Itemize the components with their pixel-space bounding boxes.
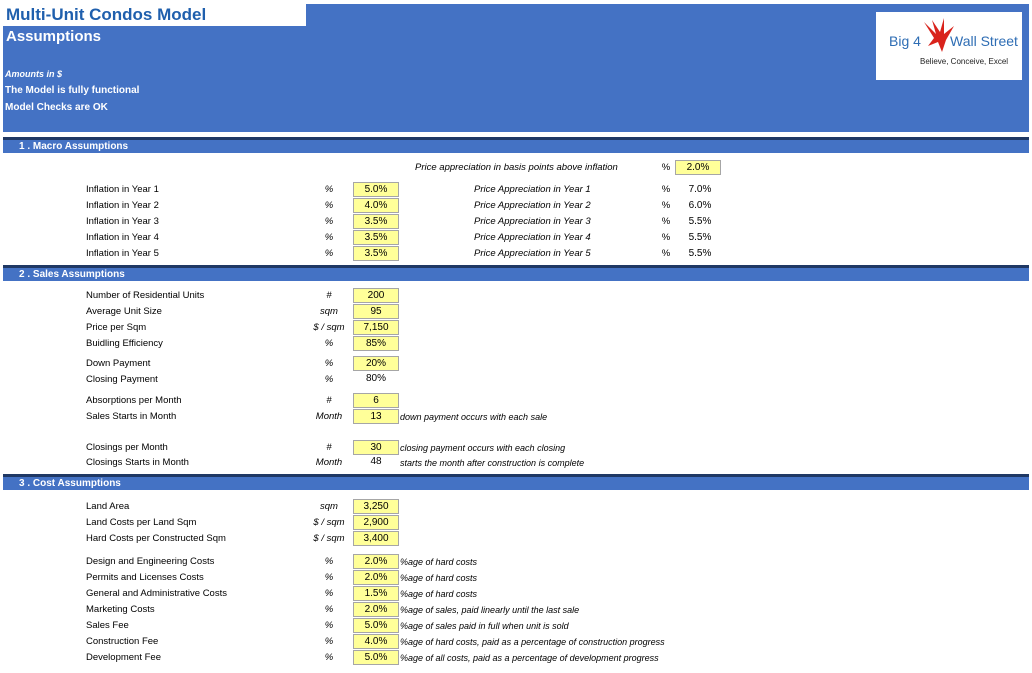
cost-unit-design: % — [324, 556, 334, 567]
sales-value-closing-payment: 80% — [365, 373, 386, 384]
appreciation-value-year-1: 7.0% — [688, 184, 712, 195]
cost-unit-permits: % — [324, 572, 334, 583]
inflation-input-year-2[interactable]: 4.0% — [353, 198, 399, 213]
appreciation-premium-label: Price appreciation in basis points above inflation — [415, 162, 618, 173]
cost-input-permits[interactable]: 2.0% — [353, 570, 399, 585]
cost-label-hard-cost: Hard Costs per Constructed Sqm — [86, 533, 226, 544]
sales-value-closings-start: 48 — [370, 456, 382, 467]
cost-unit-sales-fee: % — [324, 620, 334, 631]
company-logo — [876, 12, 1022, 80]
inflation-unit-year-3: % — [324, 216, 334, 227]
section-macro-header: 1 . Macro Assumptions — [3, 137, 1029, 153]
sales-input-sales-start[interactable]: 13 — [353, 409, 399, 424]
appreciation-label-year-5: Price Appreciation in Year 5 — [474, 248, 591, 259]
cost-note-sales-fee: %age of sales paid in full when unit is sold — [400, 621, 569, 631]
sales-label-price-per-sqm: Price per Sqm — [86, 322, 147, 333]
sales-input-down-payment[interactable]: 20% — [353, 356, 399, 371]
cost-note-marketing: %age of sales, paid linearly until the last sale — [400, 605, 580, 615]
cost-input-sales-fee[interactable]: 5.0% — [353, 618, 399, 633]
cost-input-construction-fee[interactable]: 4.0% — [353, 634, 399, 649]
amounts-note: Amounts in $ — [5, 69, 63, 79]
appreciation-unit-year-3: % — [661, 216, 671, 227]
section-sales-header: 2 . Sales Assumptions — [3, 265, 1029, 281]
appreciation-value-year-4: 5.5% — [688, 232, 712, 243]
cost-note-permits: %age of hard costs — [400, 573, 478, 583]
page-subtitle: Assumptions — [6, 28, 102, 45]
cost-unit-g-and-a: % — [324, 588, 334, 599]
appreciation-value-year-5: 5.5% — [688, 248, 712, 259]
sales-unit-closings-per-month: # — [326, 442, 332, 453]
model-checks-status: Model Checks are OK — [5, 102, 108, 113]
sales-note-sales-start: down payment occurs with each sale — [400, 412, 548, 422]
appreciation-unit-year-1: % — [661, 184, 671, 195]
inflation-unit-year-2: % — [324, 200, 334, 211]
cost-input-design[interactable]: 2.0% — [353, 554, 399, 569]
sales-input-absorptions[interactable]: 6 — [353, 393, 399, 408]
sales-note-closings-start: starts the month after construction is complete — [400, 458, 585, 468]
appreciation-premium-input[interactable]: 2.0% — [675, 160, 721, 175]
sales-unit-down-payment: % — [324, 358, 334, 369]
appreciation-label-year-4: Price Appreciation in Year 4 — [474, 232, 591, 243]
inflation-input-year-1[interactable]: 5.0% — [353, 182, 399, 197]
sales-note-closings-per-month: closing payment occurs with each closing — [400, 443, 566, 453]
cost-label-development-fee: Development Fee — [86, 652, 161, 663]
inflation-label-year-3: Inflation in Year 3 — [86, 216, 159, 227]
cost-unit-construction-fee: % — [324, 636, 334, 647]
inflation-unit-year-4: % — [324, 232, 334, 243]
cost-unit-development-fee: % — [324, 652, 334, 663]
cost-note-development-fee: %age of all costs, paid as a percentage of development progress — [400, 653, 659, 663]
sales-label-efficiency: Buidling Efficiency — [86, 338, 163, 349]
inflation-unit-year-1: % — [324, 184, 334, 195]
cost-note-g-and-a: %age of hard costs — [400, 589, 478, 599]
page-title: Multi-Unit Condos Model — [6, 5, 207, 24]
appreciation-label-year-3: Price Appreciation in Year 3 — [474, 216, 591, 227]
cost-input-marketing[interactable]: 2.0% — [353, 602, 399, 617]
inflation-label-year-1: Inflation in Year 1 — [86, 184, 159, 195]
inflation-input-year-4[interactable]: 3.5% — [353, 230, 399, 245]
cost-unit-land-area: sqm — [320, 501, 338, 512]
logo-brand-left: Big 4 — [889, 33, 921, 49]
logo-tagline: Believe, Conceive, Excel — [920, 57, 1009, 66]
cost-label-sales-fee: Sales Fee — [86, 620, 129, 631]
sales-label-closing-payment: Closing Payment — [86, 374, 158, 385]
sales-input-price-per-sqm[interactable]: 7,150 — [353, 320, 399, 335]
appreciation-value-year-2: 6.0% — [688, 200, 712, 211]
cost-label-construction-fee: Construction Fee — [86, 636, 159, 647]
appreciation-label-year-1: Price Appreciation in Year 1 — [474, 184, 591, 195]
sales-label-down-payment: Down Payment — [86, 358, 151, 369]
cost-label-design: Design and Engineering Costs — [86, 556, 215, 567]
cost-label-land-area: Land Area — [86, 501, 130, 512]
sales-label-unit-size: Average Unit Size — [86, 306, 162, 317]
appreciation-value-year-3: 5.5% — [688, 216, 712, 227]
cost-note-design: %age of hard costs — [400, 557, 478, 567]
sales-unit-closings-start: Month — [315, 457, 343, 468]
sales-unit-sales-start: Month — [315, 411, 343, 422]
cost-label-permits: Permits and Licenses Costs — [86, 572, 204, 583]
sales-label-sales-start: Sales Starts in Month — [86, 411, 177, 422]
model-status: The Model is fully functional — [5, 85, 140, 96]
inflation-input-year-5[interactable]: 3.5% — [353, 246, 399, 261]
section-cost-header: 3 . Cost Assumptions — [3, 474, 1029, 490]
cost-label-g-and-a: General and Administrative Costs — [86, 588, 227, 599]
inflation-unit-year-5: % — [324, 248, 334, 259]
cost-input-development-fee[interactable]: 5.0% — [353, 650, 399, 665]
sales-label-absorptions: Absorptions per Month — [86, 395, 182, 406]
cost-note-construction-fee: %age of hard costs, paid as a percentage of construction progress — [400, 637, 665, 647]
cost-input-hard-cost[interactable]: 3,400 — [353, 531, 399, 546]
cost-unit-land-cost: $ / sqm — [313, 517, 345, 528]
cost-label-marketing: Marketing Costs — [86, 604, 155, 615]
appreciation-premium-unit: % — [661, 162, 671, 173]
sales-unit-absorptions: # — [326, 395, 332, 406]
sales-unit-units: # — [326, 290, 332, 301]
sales-unit-price-per-sqm: $ / sqm — [313, 322, 345, 333]
sales-label-closings-per-month: Closings per Month — [86, 442, 168, 453]
sales-input-efficiency[interactable]: 85% — [353, 336, 399, 351]
appreciation-unit-year-2: % — [661, 200, 671, 211]
sales-input-unit-size[interactable]: 95 — [353, 304, 399, 319]
cost-unit-marketing: % — [324, 604, 334, 615]
inflation-label-year-4: Inflation in Year 4 — [86, 232, 159, 243]
inflation-label-year-2: Inflation in Year 2 — [86, 200, 159, 211]
inflation-label-year-5: Inflation in Year 5 — [86, 248, 159, 259]
appreciation-unit-year-4: % — [661, 232, 671, 243]
cost-input-g-and-a[interactable]: 1.5% — [353, 586, 399, 601]
sales-unit-closing-payment: % — [324, 374, 334, 385]
appreciation-label-year-2: Price Appreciation in Year 2 — [474, 200, 591, 211]
sales-input-units[interactable]: 200 — [353, 288, 399, 303]
inflation-input-year-3[interactable]: 3.5% — [353, 214, 399, 229]
cost-input-land-area[interactable]: 3,250 — [353, 499, 399, 514]
logo-brand-right: Wall Street — [950, 33, 1018, 49]
cost-input-land-cost[interactable]: 2,900 — [353, 515, 399, 530]
sales-label-units: Number of Residential Units — [86, 290, 205, 301]
sales-unit-efficiency: % — [324, 338, 334, 349]
sales-label-closings-start: Closings Starts in Month — [86, 457, 189, 468]
sales-unit-unit-size: sqm — [320, 306, 338, 317]
sales-input-closings-per-month[interactable]: 30 — [353, 440, 399, 455]
cost-unit-hard-cost: $ / sqm — [313, 533, 345, 544]
appreciation-unit-year-5: % — [661, 248, 671, 259]
cost-label-land-cost: Land Costs per Land Sqm — [86, 517, 197, 528]
